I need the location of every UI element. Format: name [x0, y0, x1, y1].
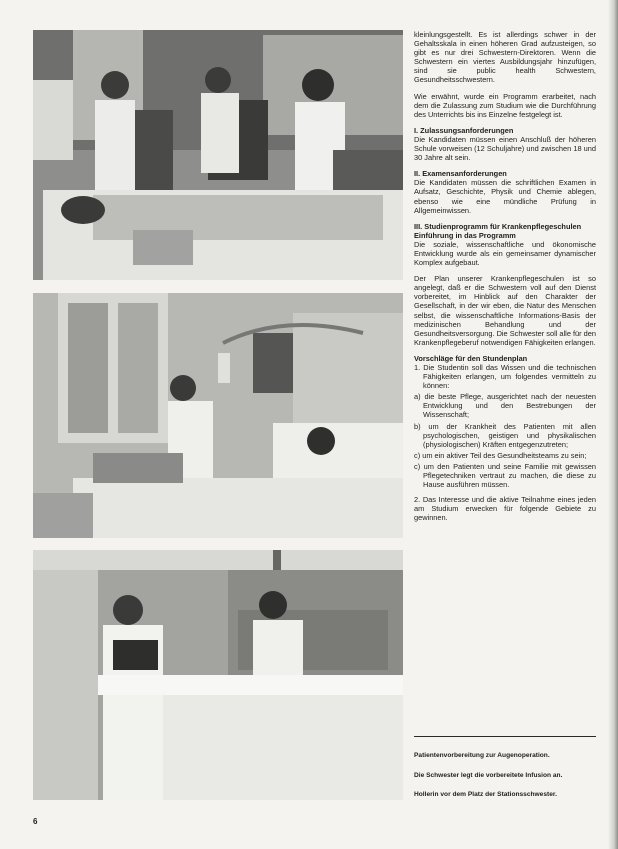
photo-nurses-bedside	[33, 30, 403, 280]
article-paragraph: 2. Das Interesse und die aktive Teilnahme eines jeden am Studium erwecken für folgende Gebiete zu gewinnen.	[414, 495, 596, 523]
section-heading: II. Examensanforderungen	[414, 169, 507, 179]
list-item: b) um der Krankheit des Patienten mit allen psychologischen, geistigen und physikalischen (physiologischen) Kräften entgegenzutreten;	[414, 421, 596, 449]
article-paragraph: Wie erwähnt, wurde ein Programm erarbeitet, nach dem die Zulassung zum Studium wie die Durchführung des Unterrichts bis ins Einzelne festgelegt ist.	[414, 91, 596, 119]
article-paragraph: Die soziale, wissenschaftliche und ökonomische Entwicklung wurde als ein gemeinsamer dynamischer Komplex aufgebaut.	[414, 239, 596, 268]
list-item: 1. Die Studentin soll das Wissen und die technischen Fähigkeiten erlangen, um folgendes vermitteln zu können:	[414, 363, 596, 391]
article-paragraph: Die Kandidaten müssen einen Anschluß der höheren Schule vorweisen (12 Schuljahre) und zwischen 18 und 30 Jahre alt sein.	[414, 134, 596, 163]
list-item: c) um ein aktiver Teil des Gesundheitsteams zu sein;	[414, 450, 587, 460]
photo-nurses-bedside-image	[33, 30, 403, 280]
list-item: a) die beste Pflege, ausgerichtet nach der neuesten Entwicklung und den Bestrebungen der Wissenschaft;	[414, 392, 596, 420]
section-heading: Einführung in das Programm	[414, 230, 516, 240]
section-heading: III. Studienprogramm für Krankenpflegeschulen	[414, 221, 582, 231]
section-heading: Vorschläge für den Stundenplan	[414, 353, 528, 363]
caption-2: Die Schwester legt die vorbereitete Infusion an.	[414, 771, 563, 779]
article-paragraph: kleinlungsgestellt. Es ist allerdings schwer in der Gehaltsskala in einen höheren Grad aufzusteigen, so gibt es nur drei Schwestern-Direktoren. Wenn die Schwestern ein viertes Ausbildungsjahr hinzufügen, sind sie public health Schwestern, Gesundheitsschwestern.	[414, 30, 596, 85]
curriculum-list	[414, 363, 596, 489]
photo-captions	[414, 752, 596, 811]
photo-nurse-infusion	[33, 293, 403, 538]
article-paragraph: Der Plan unserer Krankenpflegeschulen ist so angelegt, daß er die Schwestern voll auf den Dienst vorbereitet, im Hinblick auf den Charakter der Gesellschaft, in der wir eben, die Natur des Menschen selbst, die wissenschaftliche Informations-Basis der medizinischen Behandlung und der Gesundheitsversorgung. Die Schwester soll alle für den Krankenpflegeberuf notwendigen Fähigkeiten erlangen.	[414, 274, 596, 347]
photo-nurse-infusion-image	[33, 293, 403, 538]
caption-3: Hollerin vor dem Platz der Stationsschwester.	[414, 791, 557, 798]
photo-nurses-station-image	[33, 550, 403, 800]
photo-nurses-station	[33, 550, 403, 800]
section-heading: I. Zulassungsanforderungen	[414, 125, 514, 135]
article-text-column	[414, 30, 596, 530]
article-paragraph: Die Kandidaten müssen die schriftlichen Examen in Aufsatz, Geschichte, Physik und Chemie ablegen, ebenso wie eine mündliche Prüfung in Allgemeinwissen.	[414, 178, 596, 215]
caption-divider	[414, 736, 596, 737]
list-item: c) um den Patienten und seine Familie mit gewissen Pflegetechniken vertraut zu machen, die diese zu Hause ausführen müssen.	[414, 461, 596, 490]
scan-edge-shadow	[608, 0, 618, 849]
page-number: 6	[33, 817, 38, 826]
caption-1: Patientenvorbereitung zur Augenoperation.	[414, 752, 550, 759]
